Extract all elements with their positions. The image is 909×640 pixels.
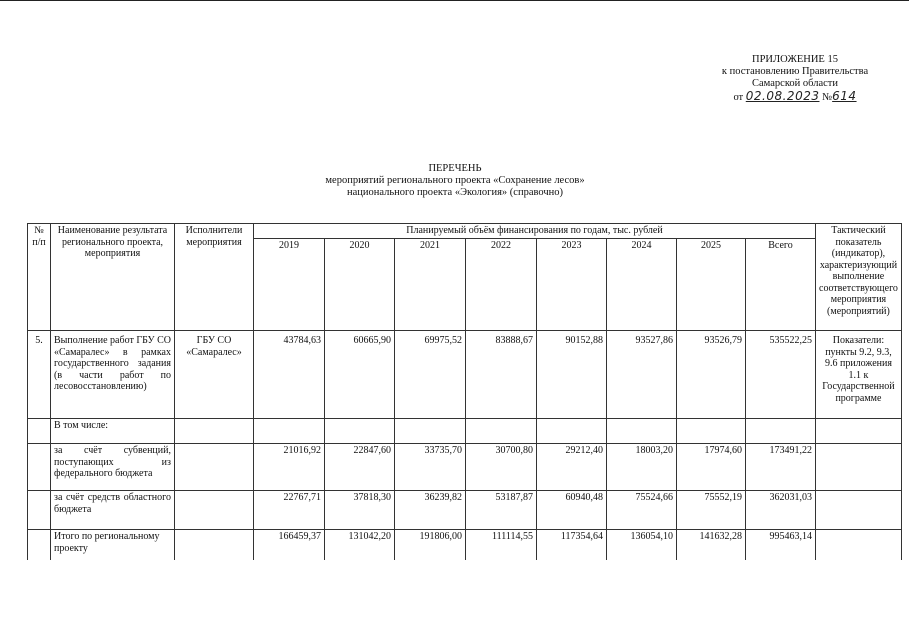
cell-name: за счёт субвенций, поступающих из федерального бюджета (51, 444, 175, 491)
appendix-title: ПРИЛОЖЕНИЕ 15 (752, 54, 838, 65)
header-year: 2023 (537, 239, 607, 331)
table-row-main (28, 331, 902, 419)
cell-including-label: В том числе: (51, 419, 175, 444)
cell-value: 36239,82 (395, 491, 466, 530)
handwritten-date: 02.08.2023 (745, 89, 820, 103)
document-title (250, 163, 660, 199)
table-row-total (28, 530, 902, 561)
cell-value: 30700,80 (466, 444, 537, 491)
cell-value: 117354,64 (537, 530, 607, 561)
cell-value: 29212,40 (537, 444, 607, 491)
cell-value: 93527,86 (607, 331, 677, 419)
appendix-date-line: от 02.08.2023 №614 (733, 89, 857, 103)
header-year: 2025 (677, 239, 746, 331)
appendix-region: Самарской области (752, 78, 838, 89)
cell-value: 75524,66 (607, 491, 677, 530)
header-indicator: Тактический показатель (индикатор), характеризующий выполнение соответствующего мероприятия (мероприятий) (816, 224, 902, 331)
header-year: 2019 (254, 239, 325, 331)
header-year: 2020 (325, 239, 395, 331)
cell-total: 173491,22 (746, 444, 816, 491)
cell-name: Итого по региональному проекту (51, 530, 175, 561)
cell-value: 136054,10 (607, 530, 677, 561)
cell-name: за счёт средств областного бюджета (51, 491, 175, 530)
appendix-ref: к постановлению Правительства (721, 66, 869, 77)
table-row-regional (28, 491, 902, 530)
cell-value: 21016,92 (254, 444, 325, 491)
header-executors: Исполнители мероприятия (175, 224, 254, 331)
header-funding: Планируемый объём финансирования по годам, тыс. рублей (254, 224, 816, 239)
funding-table (27, 223, 902, 560)
cell-total: 535522,25 (746, 331, 816, 419)
title-line-3: национального проекта «Экология» (справочно) (346, 187, 563, 198)
cell-value: 131042,20 (325, 530, 395, 561)
cell-value: 53187,87 (466, 491, 537, 530)
top-border-line (0, 0, 909, 1)
cell-value: 83888,67 (466, 331, 537, 419)
header-year: 2022 (466, 239, 537, 331)
title-heading: ПЕРЕЧЕНЬ (428, 163, 482, 174)
appendix-header (700, 54, 890, 104)
cell-indicator: Показатели: пункты 9.2, 9.3, 9.6 приложения 1.1 к Государственной программе (816, 331, 902, 419)
header-year: 2024 (607, 239, 677, 331)
cell-value: 22767,71 (254, 491, 325, 530)
cell-value: 17974,60 (677, 444, 746, 491)
cell-value: 18003,20 (607, 444, 677, 491)
header-name: Наименование результата регионального проекта, мероприятия (51, 224, 175, 331)
handwritten-number: 614 (832, 89, 857, 103)
cell-value: 166459,37 (254, 530, 325, 561)
cell-name: Выполнение работ ГБУ СО «Самаралес» в рамках государственного задания (в части работ по лесовосстановлению) (51, 331, 175, 419)
cell-value: 111114,55 (466, 530, 537, 561)
table-row-including (28, 419, 902, 444)
cell-value: 141632,28 (677, 530, 746, 561)
header-row-1 (28, 224, 902, 239)
cell-value: 43784,63 (254, 331, 325, 419)
cell-value: 90152,88 (537, 331, 607, 419)
cell-value: 75552,19 (677, 491, 746, 530)
cell-executor: ГБУ СО «Самаралес» (175, 331, 254, 419)
header-year: 2021 (395, 239, 466, 331)
header-num: № п/п (28, 224, 51, 331)
cell-num: 5. (28, 331, 51, 419)
cell-value: 60940,48 (537, 491, 607, 530)
cell-value: 60665,90 (325, 331, 395, 419)
cell-value: 69975,52 (395, 331, 466, 419)
cell-value: 93526,79 (677, 331, 746, 419)
cell-value: 191806,00 (395, 530, 466, 561)
cell-value: 37818,30 (325, 491, 395, 530)
header-total: Всего (746, 239, 816, 331)
cell-total: 995463,14 (746, 530, 816, 561)
cell-value: 33735,70 (395, 444, 466, 491)
cell-value: 22847,60 (325, 444, 395, 491)
cell-total: 362031,03 (746, 491, 816, 530)
table-row-federal (28, 444, 902, 491)
title-line-2: мероприятий регионального проекта «Сохранение лесов» (325, 175, 585, 186)
